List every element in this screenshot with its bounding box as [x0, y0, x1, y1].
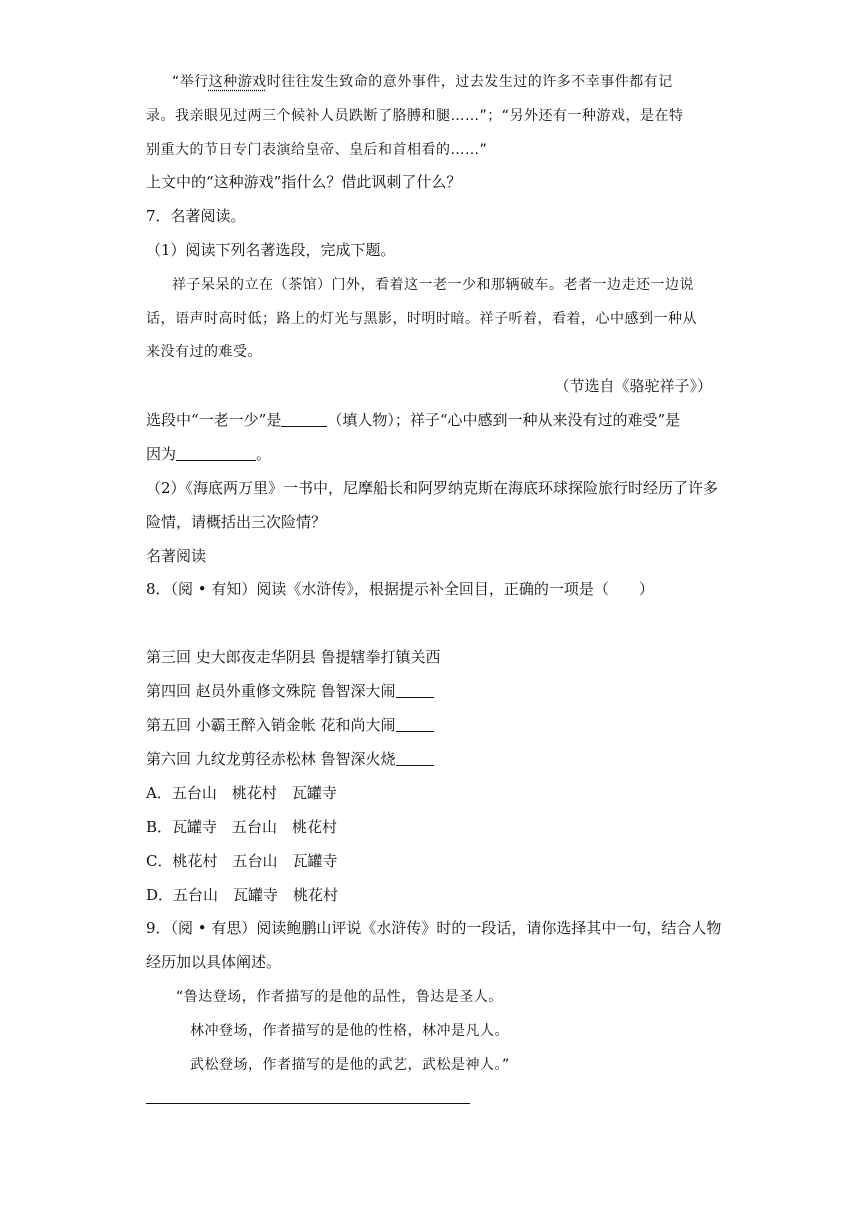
- fill-text-a: 选段中“一老一少”是: [146, 411, 282, 429]
- quote-line-1: [172, 72, 673, 92]
- option-b[interactable]: B．瓦罐寺 五台山 桃花村: [146, 818, 338, 836]
- excerpt-line-3: 来没有过的难受。: [146, 344, 262, 360]
- quote-open: “举行: [172, 74, 209, 90]
- q9-stem-line-1: 9．（阅 • 有思）阅读鲍鹏山评说《水浒传》时的一段话，请你选择其中一句，结合人物: [146, 919, 722, 937]
- chapter-4-text: 第四回 赵员外重修文殊院 鲁智深大闹: [146, 682, 396, 700]
- quote-line-2: 录。我亲眼见过两三个候补人员跌断了胳膊和腿……”；“另外还有一种游戏，是在特: [146, 108, 684, 124]
- excerpt-line-2: 话，语声时高时低；路上的灯光与黑影，时明时暗。祥子听着，看着，心中感到一种从: [146, 311, 697, 327]
- fill-text-d: 。: [256, 445, 272, 463]
- chapter-6-text: 第六回 九纹龙剪径赤松林 鲁智深火烧: [146, 750, 396, 768]
- q7-sub2-line-1: （2）《海底两万里》一书中，尼摩船长和阿罗纳克斯在海底环球探险旅行时经历了许多: [146, 479, 719, 497]
- answer-rule-line: [146, 1103, 470, 1104]
- option-a[interactable]: A．五台山 桃花村 瓦罐寺: [146, 784, 337, 802]
- chapter-line-6: [146, 749, 434, 769]
- fill-text-b: （填人物）；祥子“心中感到一种从来没有过的难受”是: [327, 411, 681, 429]
- chapter-line-5: [146, 715, 434, 735]
- emphasized-phrase: 这种游戏: [208, 74, 267, 90]
- chapter-4-blank[interactable]: [396, 683, 434, 698]
- answer-blank-1[interactable]: [281, 412, 327, 427]
- q7-sub1: （1）阅读下列名著选段，完成下题。: [146, 241, 396, 259]
- answer-blank-2[interactable]: [176, 446, 256, 461]
- section-label: 名著阅读: [146, 547, 207, 565]
- chapter-5-blank[interactable]: [396, 717, 434, 732]
- fill-text-c: 因为: [146, 445, 177, 463]
- q9-stem-line-2: 经历加以具体阐述。: [146, 953, 282, 971]
- quote-line-1-rest: 时往往发生致命的意外事件，过去发生过的许多不幸事件都有记: [266, 74, 673, 90]
- option-d[interactable]: D．五台山 瓦罐寺 桃花村: [146, 886, 339, 904]
- chapter-line-3: 第三回 史大郎夜走华阴县 鲁提辖拳打镇关西: [146, 648, 441, 666]
- excerpt-line-1: 祥子呆呆的立在（茶馆）门外，看着这一老一少和那辆破车。老者一边走还一边说: [172, 277, 694, 293]
- q8-stem: 8．（阅 • 有知）阅读《水浒传》，根据提示补全回目，正确的一项是（ ）: [146, 580, 654, 598]
- q6-question: 上文中的“这种游戏”指什么？借此讽刺了什么？: [146, 173, 462, 191]
- q7-title: 7．名著阅读。: [146, 207, 246, 225]
- chapter-line-4: [146, 681, 434, 701]
- option-c[interactable]: C．桃花村 五台山 瓦罐寺: [146, 852, 338, 870]
- q7-fill-line-1: [146, 410, 680, 430]
- q7-sub2-line-2: 险情，请概括出三次险情？: [146, 513, 327, 531]
- q9-quote-line-2: 林冲登场，作者描写的是他的性格，林冲是凡人。: [190, 1023, 509, 1039]
- excerpt-source: （节选自《骆驼祥子》）: [554, 377, 712, 395]
- quote-line-3: 别重大的节日专门表演给皇帝、皇后和首相看的……”: [146, 142, 488, 158]
- chapter-6-blank[interactable]: [396, 751, 434, 766]
- chapter-5-text: 第五回 小霸王醉入销金帐 花和尚大闹: [146, 716, 396, 734]
- q9-quote-line-1: “鲁达登场，作者描写的是他的品性，鲁达是圣人。: [176, 989, 503, 1005]
- q7-fill-line-2: [146, 444, 271, 464]
- q9-quote-line-3: 武松登场，作者描写的是他的武艺，武松是神人。”: [190, 1057, 510, 1073]
